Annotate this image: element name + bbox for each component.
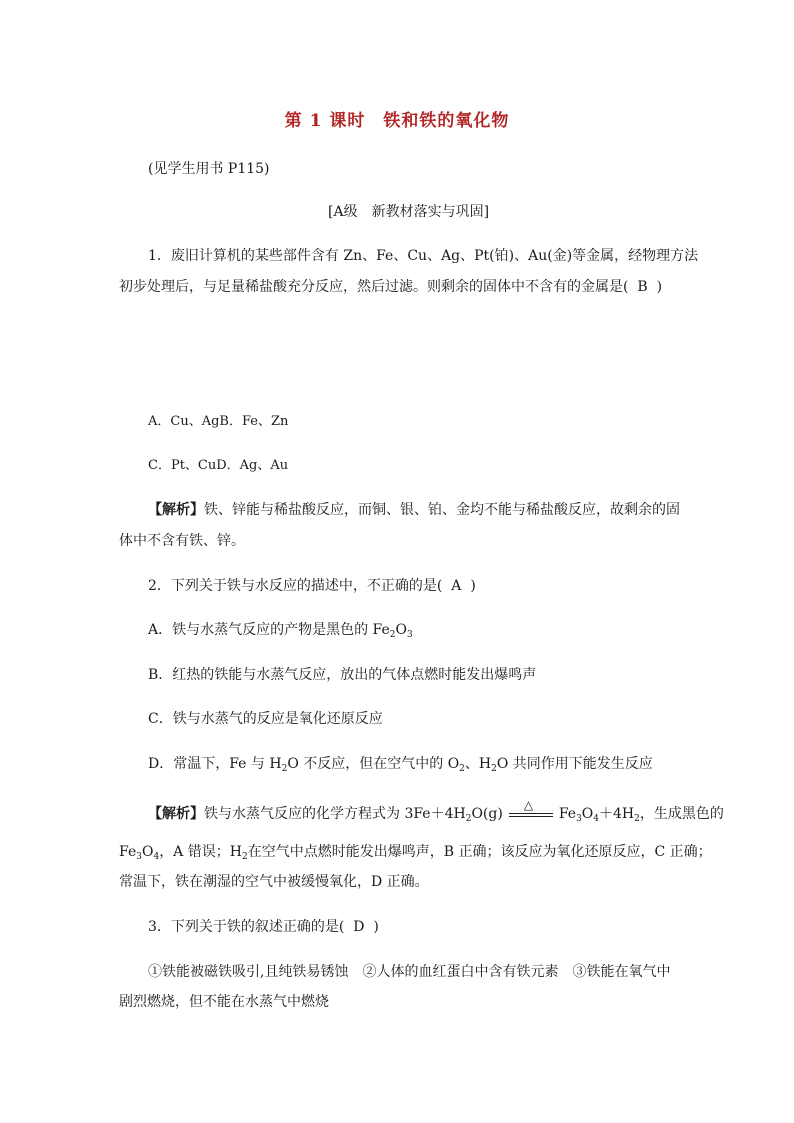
subscript: 2 xyxy=(491,764,497,774)
q1-analysis-line1 xyxy=(148,500,680,520)
q1-options-cd: C．Pt、CuD．Ag、Au xyxy=(148,458,289,473)
page-title xyxy=(0,106,794,131)
q2-option-b: B．红热的铁能与水蒸气反应，放出的气体点燃时能发出爆鸣声 xyxy=(148,667,537,683)
q3-statements-line1: ①铁能被磁铁吸引,且纯铁易锈蚀 ②人体的血红蛋白中含有铁元素 ③铁能在氧气中 xyxy=(148,964,671,980)
lesson-topic: 铁和铁的氧化物 xyxy=(383,111,510,131)
subscript: 4 xyxy=(153,852,160,862)
q2-option-d xyxy=(148,754,653,779)
section-heading: [A级 新教材落实与巩固] xyxy=(328,204,490,220)
q3-answer: D xyxy=(353,919,365,935)
q2-analysis-text: Fe xyxy=(558,806,577,822)
q1-analysis-text: 铁、锌能与稀盐酸反应，而铜、银、铂、金均不能与稀盐酸反应，故剩余的固 xyxy=(204,502,680,518)
q1-stem-close: ) xyxy=(656,279,663,295)
q2-stem xyxy=(148,576,476,596)
q2-analysis-text: ＋4H xyxy=(599,806,635,822)
heating-triangle-icon: △ xyxy=(523,798,534,812)
q2-analysis-text: ，生成黑色的 xyxy=(639,806,724,822)
q2-analysis-line3: 常温下，铁在潮湿的空气中被缓慢氧化，D 正确。 xyxy=(119,874,429,890)
q2-analysis-text: 在空气中点燃时能发出爆鸣声，B 正确；该反应为氧化还原反应，C 正确； xyxy=(247,844,712,860)
q2-answer: A xyxy=(451,578,462,594)
q2-analysis-text: O(g) xyxy=(471,806,503,822)
textbook-reference: (见学生用书 P115) xyxy=(148,161,270,177)
q2-analysis-line2 xyxy=(119,842,712,867)
q3-stem xyxy=(148,917,379,937)
q2-analysis-text: Fe xyxy=(119,844,137,860)
q2-option-a xyxy=(148,620,413,645)
heating-condition-equals xyxy=(509,798,553,824)
subscript: 3 xyxy=(576,814,582,824)
subscript: 2 xyxy=(465,814,472,824)
q1-stem-text: 初步处理后，与足量稀盐酸充分反应，然后过滤。则剩余的固体中不含有的金属是( xyxy=(119,279,629,295)
q2-option-d-text: O 不反应，但在空气中的 O xyxy=(287,756,460,772)
subscript: 2 xyxy=(241,852,248,862)
q2-option-d-text: 、H xyxy=(464,756,492,772)
q2-analysis-label: 【解析】 xyxy=(148,806,204,822)
q2-option-a-text: A．铁与水蒸气反应的产物是黑色的 Fe xyxy=(148,622,390,638)
q2-option-d-text: D．常温下，Fe 与 H xyxy=(148,756,282,772)
q2-analysis-text: O xyxy=(141,844,154,860)
q3-statements-line2: 剧烈燃烧，但不能在水蒸气中燃烧 xyxy=(119,994,329,1010)
q2-option-c: C．铁与水蒸气的反应是氧化还原反应 xyxy=(148,711,383,727)
q2-analysis-line1 xyxy=(148,798,724,829)
subscript: 4 xyxy=(593,814,600,824)
subscript: 2 xyxy=(459,764,465,774)
subscript: 2 xyxy=(281,764,288,774)
q2-option-d-text: O 共同作用下能发生反应 xyxy=(496,756,653,772)
q2-analysis-text: ，A 错误；H xyxy=(159,844,242,860)
q2-analysis-text: 铁与水蒸气反应的化学方程式为 3Fe＋4H xyxy=(204,806,466,822)
subscript: 3 xyxy=(407,630,413,640)
q1-stem-line1: 1．废旧计算机的某些部件含有 Zn、Fe、Cu、Ag、Pt(铂)、Au(金)等金属，经物理方法 xyxy=(148,248,699,264)
q3-stem-text: 3．下列关于铁的叙述正确的是( xyxy=(148,919,345,935)
q1-analysis-label: 【解析】 xyxy=(148,502,204,518)
formula-part: O xyxy=(395,622,408,638)
q1-analysis-line2: 体中不含有铁、锌。 xyxy=(119,533,245,549)
q1-options-ab: A．Cu、AgB．Fe、Zn xyxy=(148,414,289,429)
lesson-number: 第 1 课时 xyxy=(284,111,366,131)
q2-analysis-text: O xyxy=(581,806,594,822)
subscript: 3 xyxy=(136,852,142,862)
q3-stem-close: ) xyxy=(373,919,379,935)
q2-stem-text: 2．下列关于铁与水反应的描述中，不正确的是( xyxy=(148,578,443,594)
subscript: 2 xyxy=(389,630,396,640)
q1-answer: B xyxy=(637,279,648,295)
subscript: 2 xyxy=(634,814,640,824)
q1-stem-line2 xyxy=(119,277,662,297)
q2-stem-close: ) xyxy=(470,578,476,594)
